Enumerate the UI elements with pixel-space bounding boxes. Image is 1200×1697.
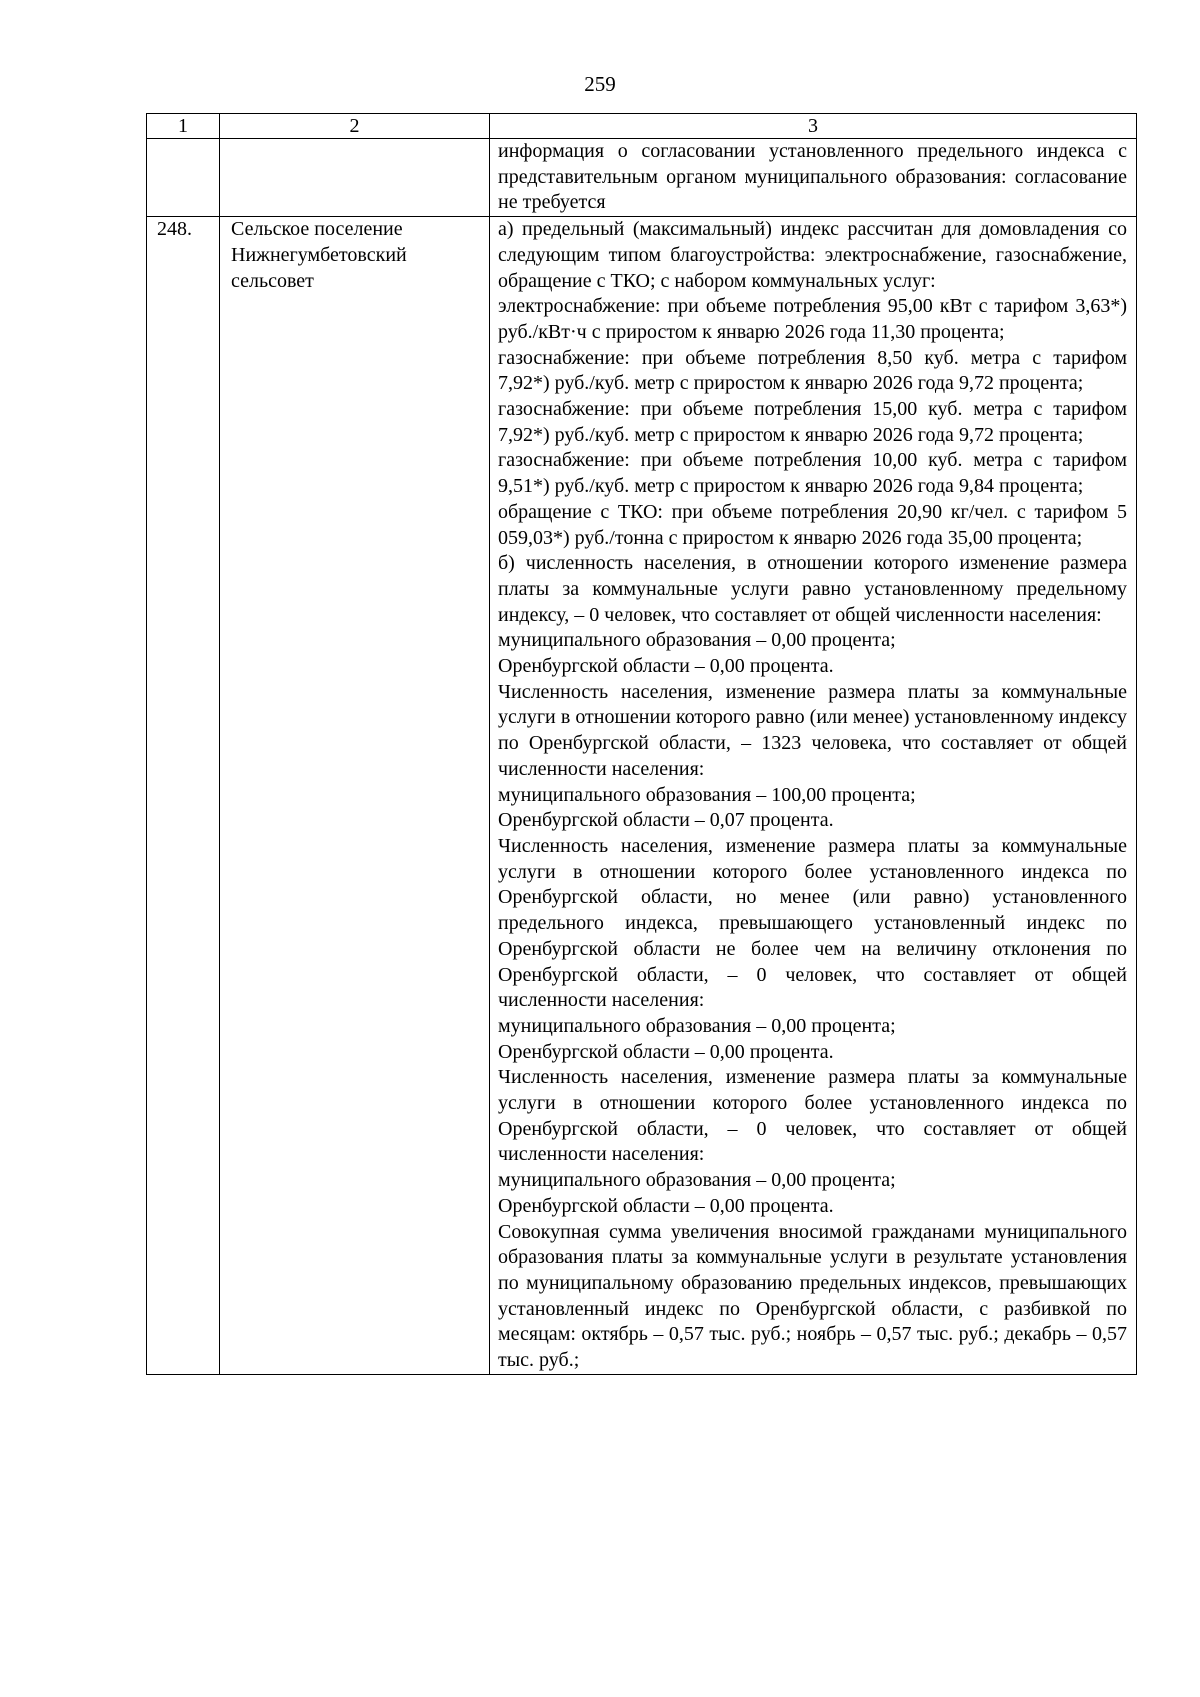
continuation-cell-place (220, 139, 490, 217)
paragraph-gas-2: газоснабжение: при объеме потребления 15,00 куб. метра с тарифом 7,92*) руб./куб. метр с приростом к январю 2026 года 9,72 процента; (498, 398, 1127, 446)
paragraph-share-region: Оренбургской области – 0,00 процента. (498, 1040, 834, 1063)
paragraph-waste: обращение с ТКО: при объеме потребления 20,90 кг/чел. с тарифом 5 059,03*) руб./тонна с приростом к январю 2026 года 35,00 процента; (498, 500, 1127, 549)
page-number: 259 (584, 72, 616, 96)
column-header-1: 1 (147, 114, 220, 139)
paragraph-share-region: Оренбургской области – 0,07 процента. (498, 809, 834, 832)
document-table (146, 113, 1137, 1375)
paragraph-index-basis: а) предельный (максимальный) индекс рассчитан для домовладения со следующим типом благоустройства: электроснабжение, газоснабжение, обращение с ТКО; с набором коммунальных услуг: (498, 218, 1127, 292)
paragraph-share-region: Оренбургской области – 0,00 процента. (498, 655, 834, 678)
paragraph-gas-3: газоснабжение: при объеме потребления 10,00 куб. метра с тарифом 9,51*) руб./куб. метр с приростом к январю 2026 года 9,84 процента; (498, 449, 1127, 498)
paragraph-population-below: Численность населения, изменение размера платы за коммунальные услуги в отношении которого равно (или менее) установленному индексу по Оренбургской области, – 1323 человека, что составляет от общей численности населения: (498, 680, 1127, 780)
paragraph-population-equal: б) численность населения, в отношении которого изменение размера платы за коммунальные услуги равно установленному предельному индексу, – 0 человек, что составляет от общей численности населения: (498, 552, 1127, 626)
paragraph-gas-1: газоснабжение: при объеме потребления 8,50 куб. метра с тарифом 7,92*) руб./куб. метр с приростом к январю 2026 года 9,72 процента; (498, 346, 1127, 395)
table-header-row (147, 114, 1137, 139)
municipality-name-line: Нижнегумбетовский (231, 243, 407, 266)
column-header-2: 2 (220, 114, 490, 139)
continuation-row (147, 139, 1137, 217)
paragraph-population-within-deviation: Численность населения, изменение размера платы за коммунальные услуги в отношении которого более установленного индекса по Оренбургской области, но менее (или равно) установленного предельного индекса, превышающего установленный индекс по Оренбургской области не более чем на величину отклонения по Оренбургской области, – 0 человек, что составляет от общей численности населения: (498, 834, 1127, 1012)
paragraph-electricity: электроснабжение: при объеме потребления 95,00 кВт с тарифом 3,63*) руб./кВт·ч с приростом к январю 2026 года 11,30 процента; (498, 295, 1127, 343)
paragraph-total-increase: Совокупная сумма увеличения вносимой гражданами муниципального образования платы за коммунальные услуги в результате установления по муниципальному образованию предельных индексов, превышающих установленный индекс по Оренбургской области, с разбивкой по месяцам: октябрь – 0,57 тыс. руб.; ноябрь – 0,57 тыс. руб.; декабрь – 0,57 тыс. руб.; (498, 1220, 1127, 1372)
paragraph-share-municipality: муниципального образования – 100,00 процента; (498, 783, 916, 806)
continuation-cell-text (490, 139, 1137, 217)
municipality-name (220, 217, 490, 1375)
paragraph-population-above: Численность населения, изменение размера платы за коммунальные услуги в отношении которого более установленного индекса по Оренбургской области, – 0 человек, что составляет от общей численности населения: (498, 1066, 1127, 1166)
index-description (490, 217, 1137, 1375)
continuation-cell-number (147, 139, 220, 217)
paragraph-share-municipality: муниципального образования – 0,00 процента; (498, 1014, 896, 1037)
paragraph-share-municipality: муниципального образования – 0,00 процента; (498, 629, 896, 652)
paragraph-share-region: Оренбургской области – 0,00 процента. (498, 1194, 834, 1217)
row-number: 248. (147, 217, 220, 1375)
continuation-text: информация о согласовании установленного предельного индекса с представительным органом муниципального образования: согласование не требуется (498, 140, 1127, 214)
table-row-248 (147, 217, 1137, 1375)
municipality-name-line: Сельское поселение (231, 218, 403, 241)
column-header-3: 3 (490, 114, 1137, 139)
paragraph-share-municipality: муниципального образования – 0,00 процента; (498, 1169, 896, 1192)
municipality-name-line: сельсовет (231, 269, 314, 292)
